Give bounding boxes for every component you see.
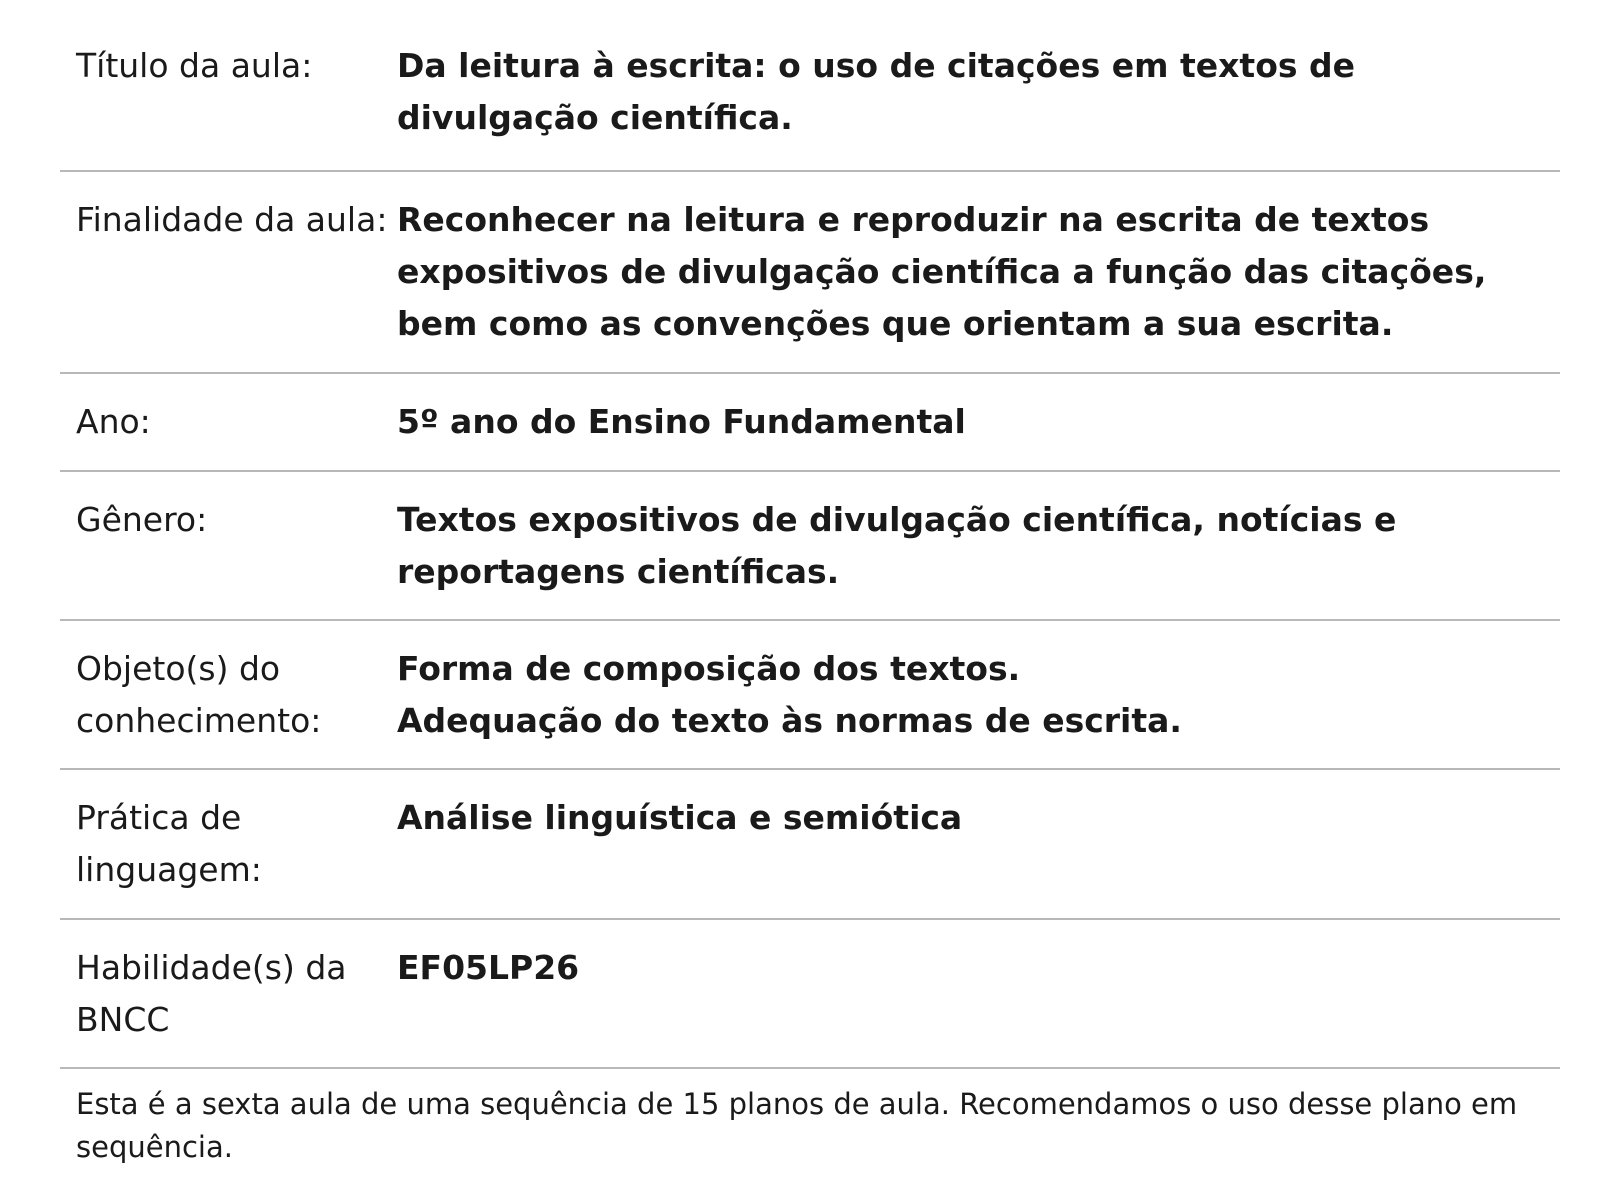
grade-value: 5º ano do Ensino Fundamental [397,402,966,441]
lesson-purpose-value: Reconhecer na leitura e reproduzir na escrita de textos expositivos de divulgação científica a função das citações, bem como as convenções que orientam a sua escrita. [397,200,1487,343]
knowledge-object-line: Forma de composição dos textos. [397,649,1021,688]
row-label: Finalidade da aula: [76,200,388,239]
row-grade [60,374,1560,472]
row-genre [60,472,1560,621]
knowledge-object-line: Adequação do texto às normas de escrita. [397,701,1182,740]
row-language-practice [60,770,1560,920]
row-lesson-title [60,18,1560,172]
lesson-info-table [60,18,1560,1069]
bncc-skill-code: EF05LP26 [397,948,580,987]
row-label: Objeto(s) do conhecimento: [76,649,322,740]
row-label: Gênero: [76,500,208,539]
row-lesson-purpose [60,172,1560,374]
row-label: Habilidade(s) da BNCC [76,948,347,1039]
genre-value: Textos expositivos de divulgação científica, notícias e reportagens científicas. [397,500,1397,591]
knowledge-objects-value [397,643,1560,746]
row-knowledge-objects [60,621,1560,770]
sequence-footnote: Esta é a sexta aula de uma sequência de 15 planos de aula. Recomendamos o uso desse plano em sequência. [76,1087,1518,1164]
row-label: Título da aula: [76,46,313,85]
language-practice-value: Análise linguística e semiótica [397,798,963,837]
row-label: Prática de linguagem: [76,798,262,889]
row-bncc-skills [60,920,1560,1069]
lesson-title-value: Da leitura à escrita: o uso de citações em textos de divulgação científica. [397,46,1355,137]
row-label: Ano: [76,402,151,441]
